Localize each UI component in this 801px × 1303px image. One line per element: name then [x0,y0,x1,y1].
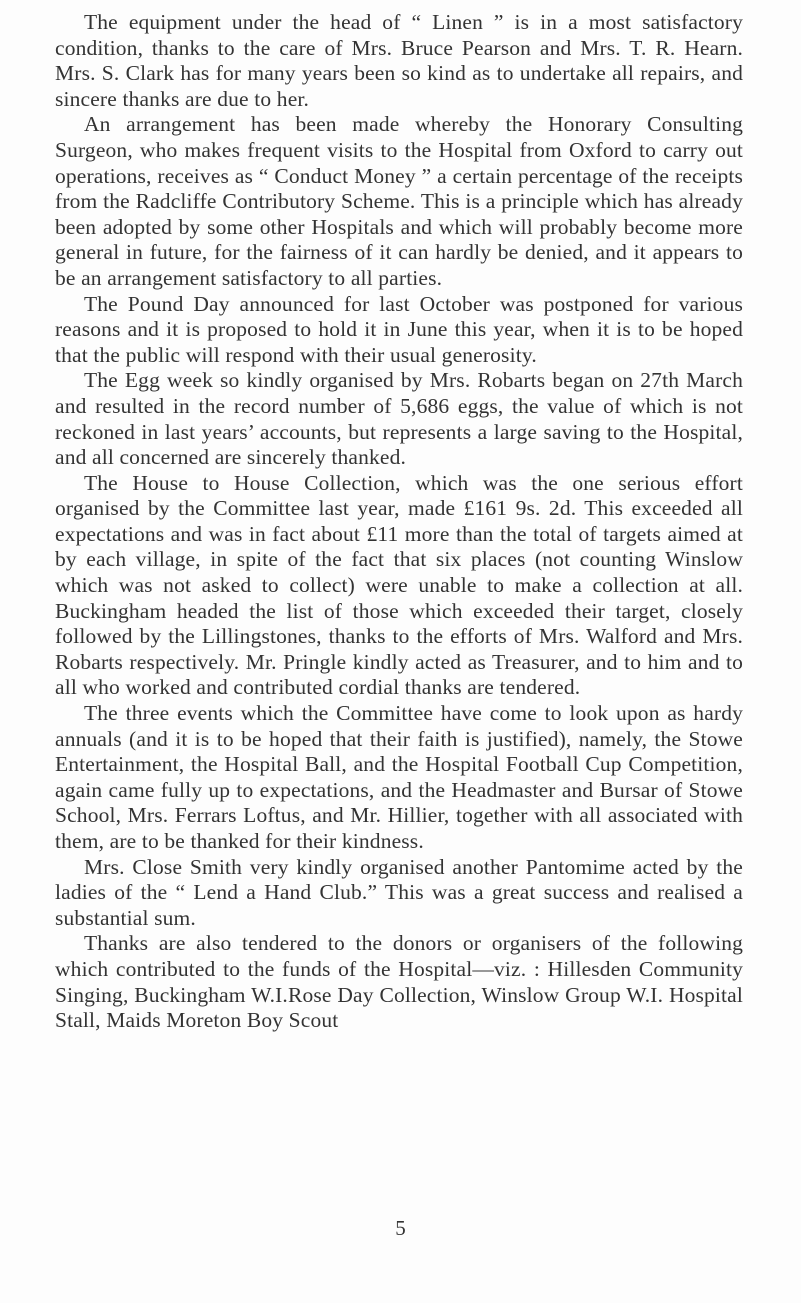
paragraph-egg-week: The Egg week so kindly organised by Mrs. Robarts began on 27th March and resulted in the record number of 5,686 eggs, the value of which is not reckoned in last years’ accounts, but represents a large saving to the Hospital, and all concerned are sincerely thanked. [55,368,743,470]
paragraph-conduct-money: An arrangement has been made whereby the Honorary Consulting Surgeon, who makes frequent visits to the Hospital from Oxford to carry out operations, receives as “ Conduct Money ” a certain percentage of the receipts from the Radcliffe Contributory Scheme. This is a principle which has already been adopted by some other Hospitals and which will probably become more general in future, for the fairness of it can hardly be denied, and it appears to be an arrangement satisfactory to all parties. [55,112,743,290]
paragraph-thanks-donors: Thanks are also tendered to the donors or organisers of the following which contributed to the funds of the Hospital—viz. : Hillesden Community Singing, Buckingham W.I.Rose Day Collection, Winslow Group W.I. Hospital Stall, Maids Moreton Boy Scout [55,931,743,1033]
paragraph-hardy-annuals: The three events which the Committee have come to look upon as hardy annuals (and it is to be hoped that their faith is justified), namely, the Stowe Entertainment, the Hospital Ball, and the Hospital Football Cup Competition, again came fully up to expectations, and the Headmaster and Bursar of Stowe School, Mrs. Ferrars Loftus, and Mr. Hillier, together with all associated with them, are to be thanked for their kindness. [55,701,743,853]
body-text [55,10,743,1034]
page-number: 5 [395,1216,406,1240]
paragraph-pantomime: Mrs. Close Smith very kindly organised another Pantomime acted by the ladies of the “ Lend a Hand Club.” This was a great success and realised a substantial sum. [55,854,743,930]
paragraph-house-collection: The House to House Collection, which was the one serious effort organised by the Committee last year, made £161 9s. 2d. This exceeded all expectations and was in fact about £11 more than the total of targets aimed at by each village, in spite of the fact that six places (not counting Winslow which was not asked to collect) were unable to make a collection at all. Buckingham headed the list of those which exceeded their target, closely followed by the Lillingstones, thanks to the efforts of Mrs. Walford and Mrs. Robarts respectively. Mr. Pringle kindly acted as Treasurer, and to him and to all who worked and contributed cordial thanks are tendered. [55,470,743,700]
paragraph-pound-day: The Pound Day announced for last October was postponed for various reasons and it is proposed to hold it in June this year, when it is to be hoped that the public will respond with their usual generosity. [55,291,743,367]
paragraph-linen: The equipment under the head of “ Linen ” is in a most satisfactory condition, thanks to the care of Mrs. Bruce Pearson and Mrs. T. R. Hearn. Mrs. S. Clark has for many years been so kind as to undertake all repairs, and sincere thanks are due to her. [55,10,743,111]
